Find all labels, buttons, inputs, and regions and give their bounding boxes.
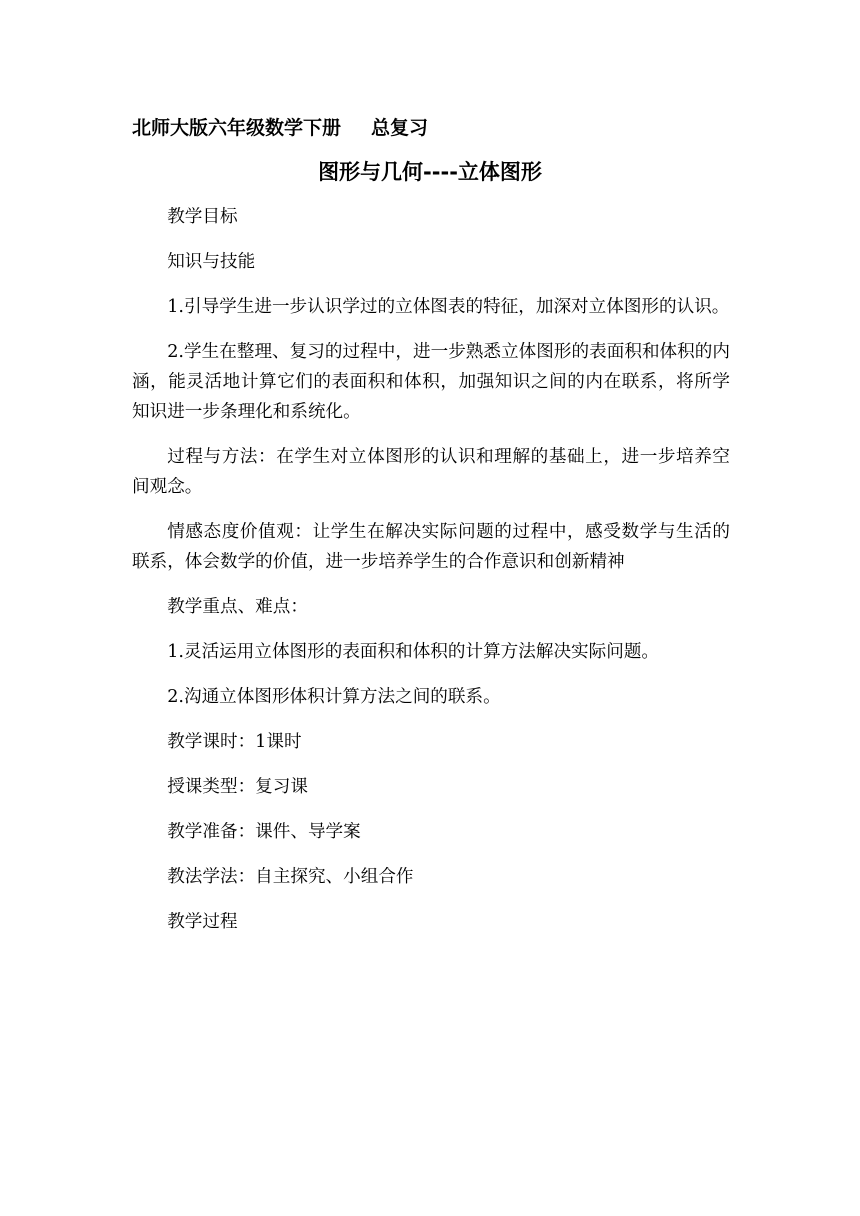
document-title: 图形与几何----立体图形: [318, 160, 542, 184]
document-header: [132, 115, 428, 141]
section-heading-process: 教学过程: [167, 912, 238, 932]
process-and-method: 过程与方法：在学生对立体图形的认识和理解的基础上，进一步培养空间观念。: [132, 447, 730, 497]
document-body: [132, 202, 730, 937]
objective-item-2: 2.学生在整理、复习的过程中，进一步熟悉立体图形的表面积和体积的内涵，能灵活地计算它们的表面积和体积，加强知识之间的内在联系，将所学知识进一步条理化和系统化。: [132, 342, 730, 422]
section-heading-key-points: 教学重点、难点：: [167, 597, 308, 617]
teaching-preparation: 教学准备：课件、导学案: [167, 822, 361, 842]
emotion-attitude-values: 情感态度价值观：让学生在解决实际问题的过程中，感受数学与生活的联系，体会数学的价值，进一步培养学生的合作意识和创新精神: [132, 522, 730, 572]
lesson-hours: 教学课时：1课时: [167, 732, 302, 752]
header-textbook: 北师大版六年级数学下册: [132, 117, 342, 139]
section-heading-objectives: 教学目标: [167, 207, 238, 227]
teaching-methods: 教法学法：自主探究、小组合作: [167, 867, 414, 887]
objective-item-1: 1.引导学生进一步认识学过的立体图表的特征，加深对立体图形的认识。: [167, 297, 730, 317]
subheading-knowledge-skills: 知识与技能: [167, 252, 256, 272]
key-point-1: 1.灵活运用立体图形的表面积和体积的计算方法解决实际问题。: [167, 642, 660, 662]
header-unit: 总复习: [371, 117, 429, 139]
key-point-2: 2.沟通立体图形体积计算方法之间的联系。: [167, 687, 501, 707]
lesson-type: 授课类型：复习课: [167, 777, 308, 797]
